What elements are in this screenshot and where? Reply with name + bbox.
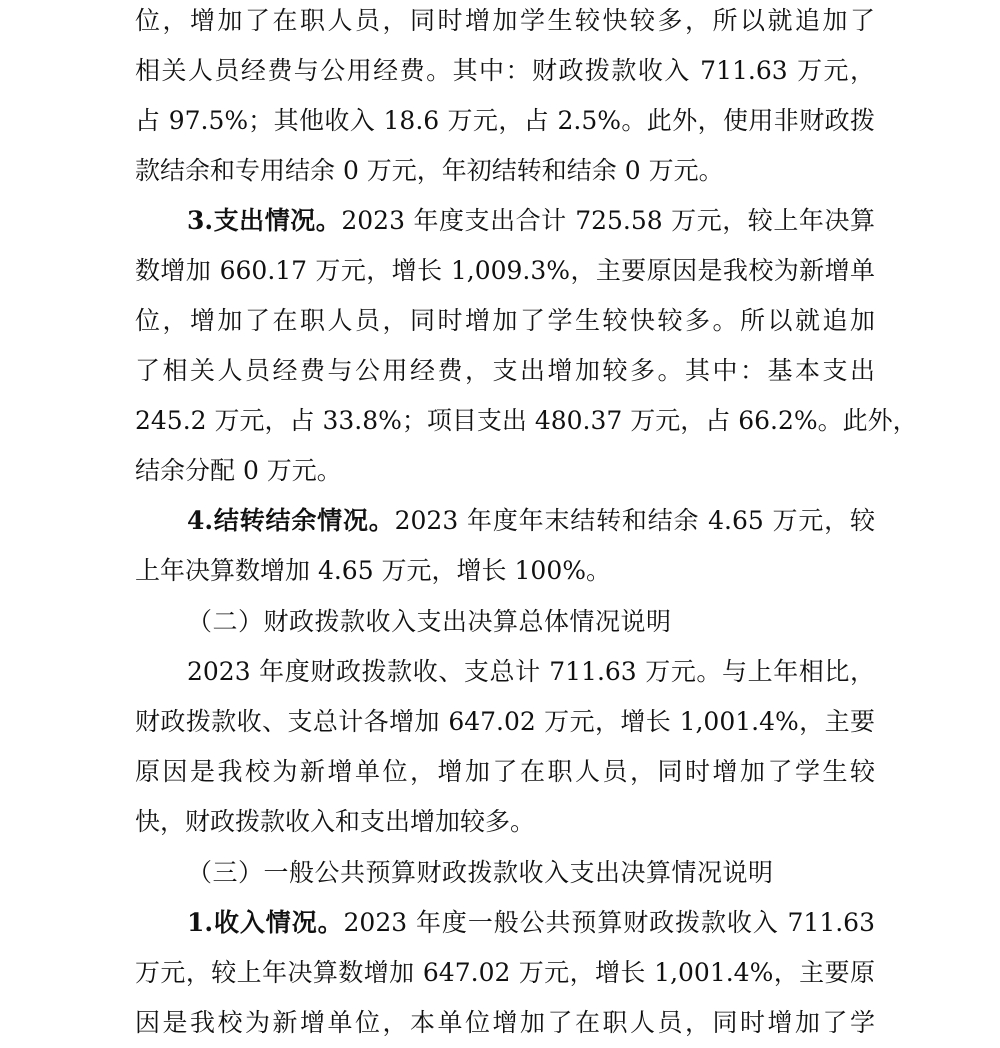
text-line: 占 97.5%；其他收入 18.6 万元，占 2.5%。此外，使用非财政拨	[135, 106, 875, 135]
text-line: 245.2 万元，占 33.8%；项目支出 480.37 万元，占 66.2%。此外，	[135, 406, 918, 435]
bold-heading-expenditure: 3.支出情况。	[187, 206, 342, 235]
text-line: 位，增加了在职人员，同时增加学生较快较多，所以就追加了	[135, 6, 875, 35]
text-segment: 2023 年度支出合计 725.58 万元，较上年决算	[341, 206, 875, 235]
bold-heading-carryover: 4.结转结余情况。	[187, 506, 395, 535]
text-line: 原因是我校为新增单位，增加了在职人员，同时增加了学生较	[135, 757, 875, 786]
text-line: 上年决算数增加 4.65 万元，增长 100%。	[135, 556, 611, 585]
income-paragraph-first-line	[187, 898, 875, 948]
bold-heading-income: 1.收入情况。	[187, 908, 344, 937]
text-line: 快，财政拨款收入和支出增加较多。	[135, 807, 536, 836]
carryover-paragraph-first-line	[187, 496, 875, 546]
text-line: 了相关人员经费与公用经费，支出增加较多。其中：基本支出	[135, 356, 875, 385]
text-segment: 2023 年度年末结转和结余 4.65 万元，较	[394, 506, 875, 535]
text-line: 位，增加了在职人员，同时增加了学生较快较多。所以就追加	[135, 306, 875, 335]
text-line: 相关人员经费与公用经费。其中：财政拨款收入 711.63 万元，	[135, 56, 875, 85]
text-line: 因是我校为新增单位，本单位增加了在职人员，同时增加了学	[135, 1008, 875, 1037]
text-line: 万元，较上年决算数增加 647.02 万元，增长 1,001.4%，主要原	[135, 958, 875, 987]
text-line: 2023 年度财政拨款收、支总计 711.63 万元。与上年相比，	[187, 657, 875, 686]
section-heading-3: （三）一般公共预算财政拨款收入支出决算情况说明	[187, 858, 774, 887]
text-line: 结余分配 0 万元。	[135, 456, 342, 485]
text-line: 财政拨款收、支总计各增加 647.02 万元，增长 1,001.4%，主要	[135, 707, 875, 736]
text-line: 数增加 660.17 万元，增长 1,009.3%，主要原因是我校为新增单	[135, 256, 875, 285]
text-line: 款结余和专用结余 0 万元，年初结转和结余 0 万元。	[135, 156, 724, 185]
expenditure-paragraph-first-line	[187, 196, 875, 246]
section-heading-2: （二）财政拨款收入支出决算总体情况说明	[187, 607, 672, 636]
text-segment: 2023 年度一般公共预算财政拨款收入 711.63	[343, 908, 875, 937]
